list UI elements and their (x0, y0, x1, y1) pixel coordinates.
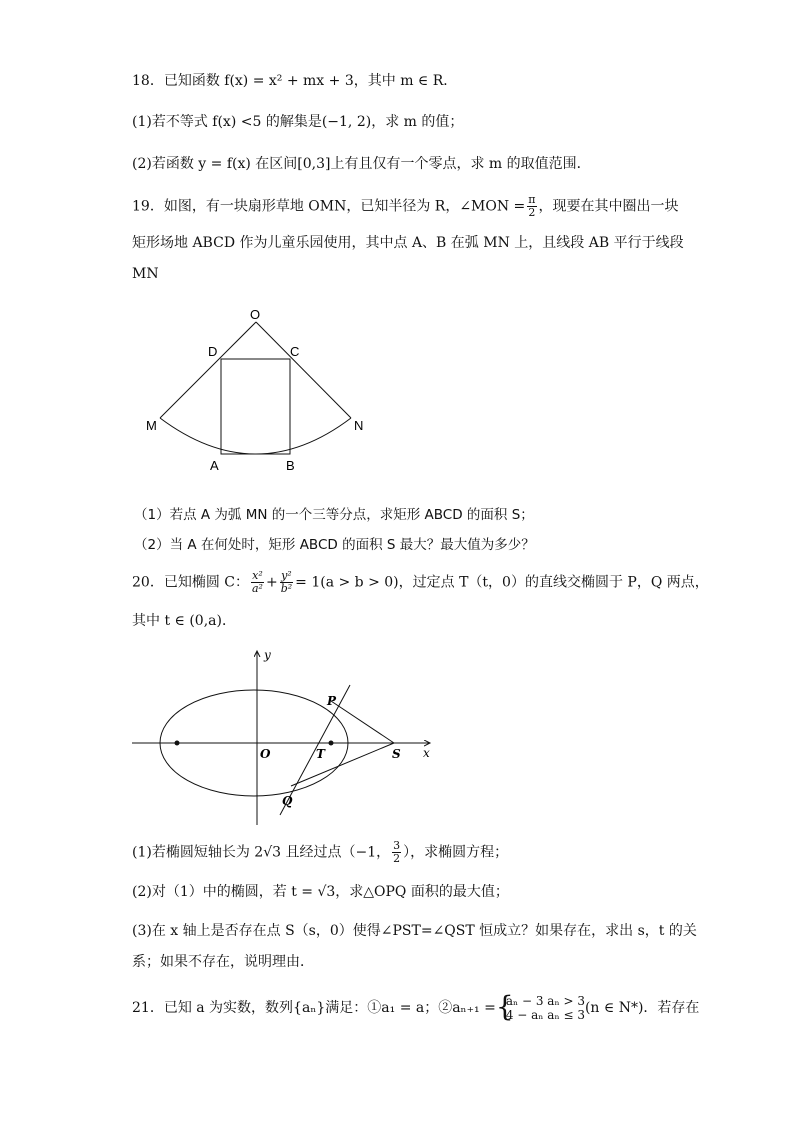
sector-figure (140, 300, 380, 480)
rectangle-abcd (221, 359, 290, 454)
q18-part2: (2)若函数 y = f(x) 在区间[0,3]上有且仅有一个零点，求 m 的取值范围． (132, 156, 591, 172)
q20-sub1-text-b: ），求椭圆方程； (403, 844, 509, 861)
label-o2: O (260, 747, 271, 761)
q20-line2: 其中 t ∈ (0,a)． (132, 613, 236, 629)
q18-part1: (1)若不等式 f(x) <5 的解集是(−1, 2)，求 m 的值； (132, 114, 464, 130)
angle-fraction-den: 2 (528, 206, 536, 219)
piecewise-case2: 4 − aₙ aₙ ≤ 3 (505, 1008, 585, 1022)
focus-left (175, 741, 180, 746)
q19-sub2: （2）当 A 在何处时，矩形 ABCD 的面积 S 最大？最大值为多少？ (134, 537, 535, 553)
q20-sub3-line1: (3)在 x 轴上是否存在点 S（s，0）使得∠PST=∠QST 恒成立？如果存在，求出 s，t 的关 (132, 923, 697, 939)
segment-qs (291, 743, 394, 786)
label-c: C (290, 344, 300, 359)
label-o: O (250, 307, 261, 322)
radius-om (160, 322, 256, 418)
label-p: P (327, 694, 337, 708)
ellipse-term-y (280, 570, 293, 595)
q20-line1-text-a: 20．已知椭圆 C： (132, 574, 249, 591)
point-y-fraction-num: 3 (393, 839, 401, 852)
q19-line1-text-a: 19．如图，有一块扇形草地 OMN，已知半径为 R，∠MON = (132, 198, 526, 215)
point-y-fraction (392, 840, 401, 865)
piecewise-recurrence (495, 990, 585, 1023)
label-y: y (264, 648, 271, 662)
q20-line1 (132, 570, 709, 595)
q21-text-b: (n ∈ N*)．若存在 (584, 1000, 700, 1016)
label-a: A (210, 458, 219, 473)
q20-sub1 (132, 840, 508, 865)
plus-sign: + (265, 574, 278, 591)
label-n: N (354, 418, 364, 433)
ellipse-term-x-num: x² (252, 569, 263, 582)
arc-mn (160, 418, 351, 454)
q20-sub1-text-a: (1)若椭圆短轴长为 2√3 且经过点（−1， (132, 844, 391, 861)
q21-line1 (132, 990, 700, 1023)
q20-sub2: (2)对（1）中的椭圆，若 t = √3，求△OPQ 面积的最大值； (132, 884, 509, 900)
ellipse-term-x-den: a² (251, 582, 263, 595)
angle-fraction (527, 194, 536, 219)
q21-text-a: 21．已知 a 为实数，数列{aₙ}满足：①a₁ = a；②aₙ₊₁ = (132, 1000, 496, 1016)
ellipse-term-y-den: b² (280, 582, 293, 595)
label-t: T (316, 747, 325, 761)
q19-line1 (132, 194, 679, 219)
label-m: M (146, 418, 157, 433)
point-y-fraction-den: 2 (393, 852, 401, 865)
label-x: x (423, 746, 430, 760)
left-brace: { (495, 990, 514, 1023)
q20-sub3-line2: 系；如果不存在，说明理由． (132, 954, 314, 970)
ellipse-figure (130, 645, 440, 830)
label-s: S (392, 747, 401, 761)
focus-right (329, 741, 334, 746)
ellipse-term-x (251, 570, 264, 595)
q19-line3: MN (132, 266, 159, 282)
ellipse-term-y-num: y² (281, 569, 292, 582)
q19-line2: 矩形场地 ABCD 作为儿童乐园使用，其中点 A、B 在弧 MN 上，且线段 AB 平行于线段 (132, 235, 684, 251)
q19-sub1: （1）若点 A 为弧 MN 的一个三等分点，求矩形 ABCD 的面积 S； (134, 507, 534, 523)
q20-line1-text-b: = 1(a > b > 0)，过定点 T（t，0）的直线交椭圆于 P，Q 两点， (295, 574, 709, 591)
q19-line1-text-b: ，现要在其中圈出一块 (538, 198, 679, 215)
angle-fraction-num: π (528, 193, 536, 206)
q18-line1: 18．已知函数 f(x) = x² + mx + 3，其中 m ∈ R． (132, 73, 458, 89)
radius-on (256, 322, 351, 418)
piecewise-case1: aₙ − 3 aₙ > 3 (505, 994, 585, 1008)
label-d: D (208, 344, 218, 359)
label-b: B (286, 458, 295, 473)
label-q: Q (282, 794, 293, 808)
